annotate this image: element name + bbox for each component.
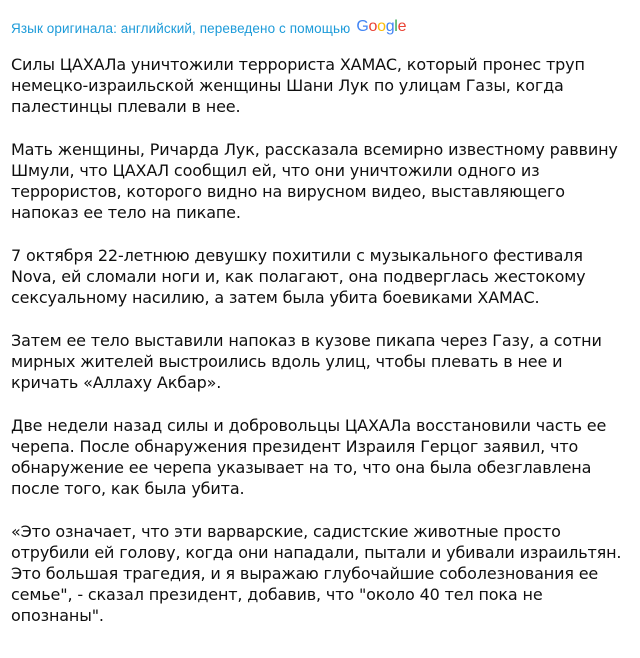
google-logo-letter: l <box>394 18 398 35</box>
google-logo-letter: o <box>368 18 378 35</box>
google-logo-letter: e <box>397 18 407 35</box>
google-logo[interactable] <box>356 18 406 36</box>
article-paragraph-6: «Это означает, что эти варварские, садистские животные просто отрубили ей голову, когда они нападали, пытали и убивали израильтян. Это большая трагедия, и я выражаю глубочайшие соболезнования ее семье", - сказал президент, добавив, что "около 40 тел пока не опознаны". <box>11 522 622 625</box>
translation-note[interactable] <box>11 18 635 38</box>
article-paragraph-5: Две недели назад силы и добровольцы ЦАХАЛа восстановили часть ее черепа. После обнаружения президент Израиля Герцог заявил, что обнаружение ее черепа указывает на то, что она была обезглавлена после того, как была убита. <box>11 416 607 498</box>
article-paragraph-1: Силы ЦАХАЛа уничтожили террориста ХАМАС, который пронес труп немецко-израильской женщины Шани Лук по улицам Газы, когда палестинцы плевали в нее. <box>11 55 585 116</box>
article-paragraph-2: Мать женщины, Ричарда Лук, рассказала всемирно известному раввину Шмули, что ЦАХАЛ сообщил ей, что они уничтожили одного из террористов, которого видно на вирусном видео, выставляющего напоказ ее тело на пикапе. <box>11 140 618 222</box>
translated-article <box>11 18 635 648</box>
google-logo-letter: o <box>377 18 386 35</box>
translation-note-text[interactable]: Язык оригинала: английский, переведено с помощью <box>11 20 351 36</box>
article-paragraph-3: 7 октября 22-летнюю девушку похитили с музыкального фестиваля Nova, ей сломали ноги и, как полагают, она подверглась жестокому сексуальному насилию, а затем была убита боевиками ХАМАС. <box>11 246 586 307</box>
google-logo-letter: g <box>385 18 395 35</box>
article-paragraph-4: Затем ее тело выставили напоказ в кузове пикапа через Газу, а сотни мирных жителей выстроились вдоль улиц, чтобы плевать в нее и кричать «Аллаху Акбар». <box>11 331 602 392</box>
google-logo-letter: G <box>356 18 369 35</box>
